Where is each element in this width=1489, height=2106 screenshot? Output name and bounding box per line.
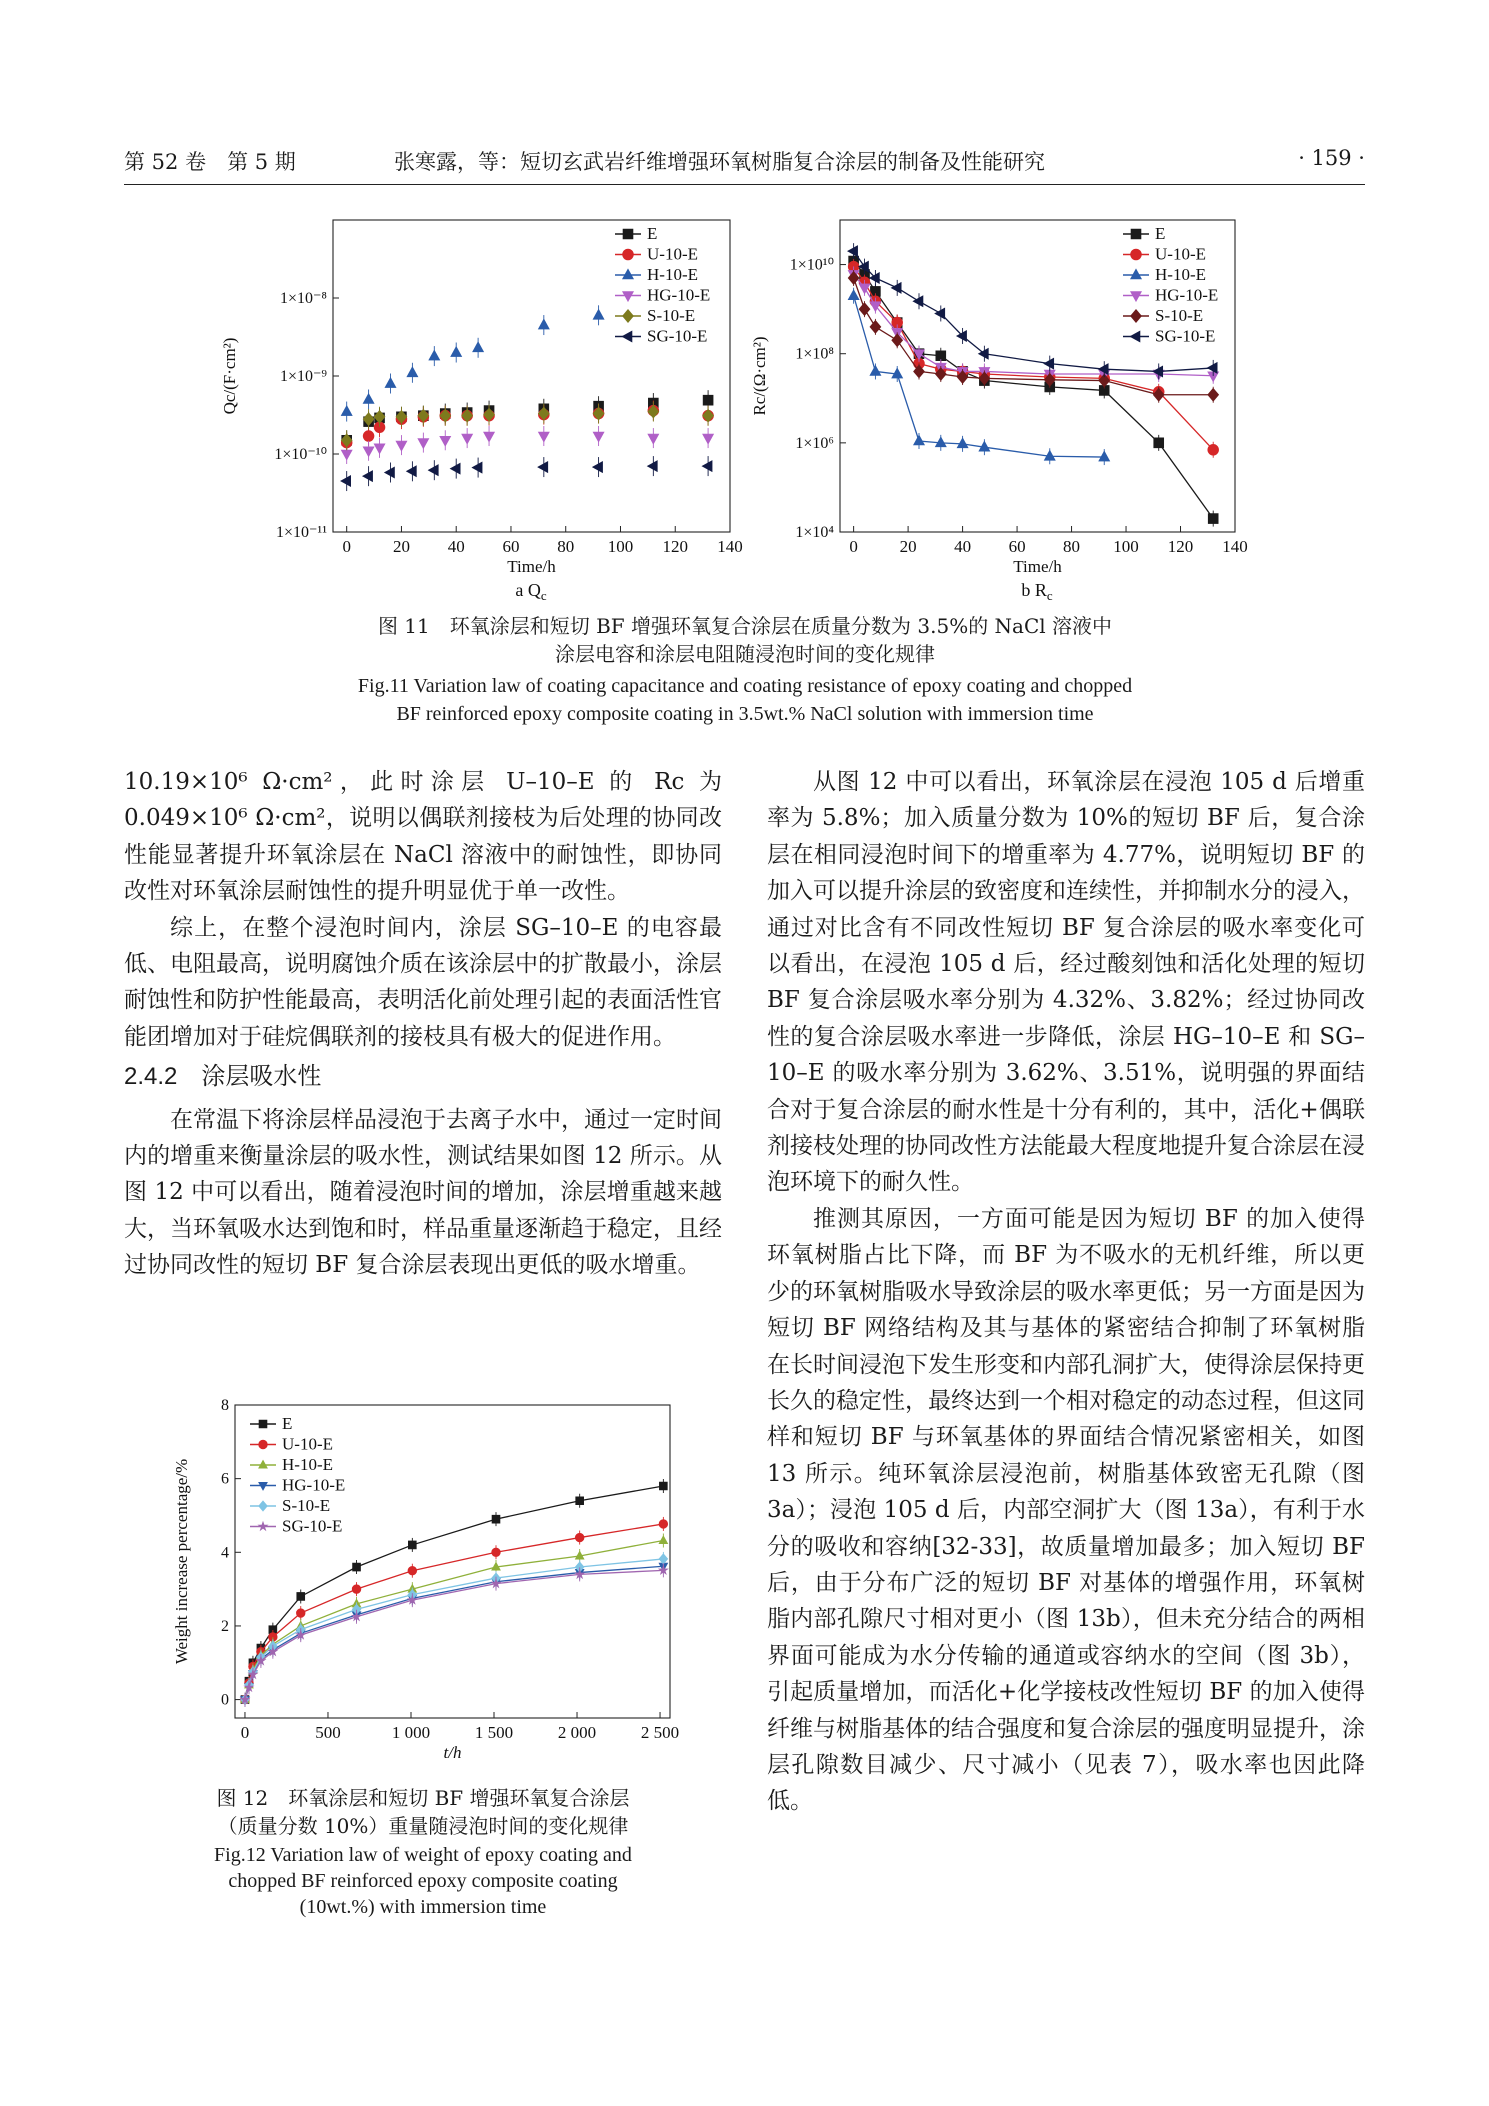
legend-label: S-10-E [282,1496,331,1515]
caption-line: BF reinforced epoxy composite coating in 3.5wt.% NaCl solution with immersion time [396,703,1094,725]
data-point-SG-10-E [538,462,548,473]
x-tick-label: 100 [607,537,634,556]
data-point-HG-10-E [462,434,473,444]
x-tick-label: 80 [1063,537,1081,556]
x-tick-label: 0 [240,1723,250,1742]
legend-marker [258,1522,267,1531]
caption-line: 图 12 环氧涂层和短切 BF 增强环氧复合涂层 [216,1786,630,1810]
data-point-H-10-E [593,309,604,319]
data-point-U-10-E [363,431,374,442]
x-axis-label: Time/h [507,557,556,576]
data-point-SG-10-E [428,465,438,476]
data-point-SG-10-E [935,308,945,319]
y-axis-label: Weight increase percentage/% [172,1458,191,1665]
caption-line: （质量分数 10%）重量随浸泡时间的变化规律 [217,1814,629,1838]
data-point-SG-10-E [702,461,712,472]
running-title: 张寒露，等：短切玄武岩纤维增强环氧树脂复合涂层的制备及性能研究 [394,150,1045,174]
legend-marker [259,1440,267,1448]
data-point-HG-10-E [418,439,429,449]
legend-label: S-10-E [647,306,696,325]
x-tick-label: 40 [447,537,465,556]
legend-label: H-10-E [1155,265,1206,284]
data-point-H-10-E [407,367,418,377]
x-tick-label: 40 [954,537,972,556]
data-point-HG-10-E [484,432,495,442]
x-tick-label: 100 [1113,537,1139,556]
legend-marker [623,310,634,323]
data-point-E [1208,514,1218,524]
legend-marker [259,1420,267,1428]
y-tick-label: 6 [221,1470,229,1488]
legend-marker [623,269,634,279]
data-point-H-10-E [429,350,440,360]
legend-marker [1131,229,1141,239]
legend-label: E [1155,224,1166,243]
legend-marker [1131,249,1142,260]
y-axis-label: Rc/(Ω·cm²) [750,336,769,416]
figure-11-caption-zh [150,612,1340,668]
data-point-S-10-E [859,303,870,316]
x-tick-label: 0 [849,537,858,556]
data-point-SG-10-E [363,471,373,482]
y-tick-label: 1×10⁸ [795,345,834,363]
legend-label: U-10-E [282,1434,333,1454]
data-point-S-10-E [659,1554,668,1564]
data-point-SG-10-E [593,462,603,473]
data-point-HG-10-E [593,432,604,442]
data-point-SG-10-E [647,461,657,472]
legend-label: E [282,1414,293,1433]
data-point-SG-10-E [472,462,482,473]
x-tick-label: 120 [1167,537,1194,556]
figure-12-caption-zh [124,1784,722,1840]
data-point-H-10-E [473,342,484,352]
caption-line: 涂层电容和涂层电阻随浸泡时间的变化规律 [555,642,935,666]
data-point-HG-10-E [538,432,549,442]
data-point-H-10-E [538,319,549,329]
legend-marker [259,1482,268,1490]
right-column [767,764,1365,1820]
data-point-S-10-E [870,320,881,333]
legend-marker [623,292,634,302]
data-point-H-10-E [451,347,462,357]
x-axis-label: Time/h [1013,557,1062,576]
journal-volume-issue: 第 52 卷 第 5 期 [124,150,296,174]
legend-label: H-10-E [282,1455,333,1474]
data-point-HG-10-E [396,441,407,451]
y-tick-label: 1×10⁻¹⁰ [274,446,327,463]
data-point-E [353,1563,361,1571]
caption-line: (10wt.%) with immersion time [299,1896,547,1918]
x-tick-label: 120 [662,537,688,556]
data-point-U-10-E [297,1609,305,1617]
x-tick-label: 1 500 [474,1723,514,1742]
data-point-HG-10-E [703,434,714,444]
data-point-HG-10-E [440,436,451,446]
paragraph: 10.19×10⁶ Ω·cm²，此时涂层 U–10–E 的 Rc 为 0.049×10⁶ Ω·cm²，说明以偶联剂接枝为后处理的协同改性能显著提升环氧涂层在 NaCl 溶液中的耐蚀性，即协同改性对环氧涂层耐蚀性的提升明显优于单一改性。 [124,769,722,905]
data-point-HG-10-E [341,450,352,460]
data-point-E [703,395,713,405]
legend-marker [623,249,634,260]
y-tick-label: 8 [221,1397,229,1414]
figure-11-caption-en [150,672,1340,728]
data-point-U-10-E [1208,445,1219,456]
data-point-SG-10-E [1044,358,1054,369]
data-point-E [297,1592,305,1600]
figure-12-caption-en [124,1842,722,1920]
figure-11a [215,212,745,605]
data-point-HG-10-E [374,444,385,454]
y-tick-label: 2 [221,1617,229,1635]
data-point-U-10-E [575,1533,583,1541]
series-line-S-10-E [245,1559,663,1700]
caption-line: Fig.11 Variation law of coating capacitance and coating resistance of epoxy coating and chopped [357,675,1133,697]
data-point-U-10-E [492,1548,500,1556]
data-point-S-10-E [703,409,714,422]
data-point-HG-10-E [363,447,374,457]
series-line-U-10-E [245,1524,663,1700]
subfigure-label: a $Q_c$ [515,580,547,603]
legend-label: U-10-E [1155,244,1206,264]
chart-rc [745,212,1275,605]
subfigure-label: b $R_c$ [1021,580,1053,603]
page-number: · 159 · [1298,146,1365,170]
figure-12 [165,1380,685,1778]
legend-marker [259,1501,268,1511]
x-tick-label: 140 [717,537,743,556]
y-tick-label: 1×10⁶ [795,434,834,452]
data-point-S-10-E [1208,388,1219,401]
legend-label: U-10-E [647,244,698,264]
paragraph: 在常温下将涂层样品浸泡于去离子水中，通过一定时间内的增重来衡量涂层的吸水性，测试结果如图 12 所示。从图 12 中可以看出，随着浸泡时间的增加，涂层增重越来越大，当环氧吸水达到饱和时，样品重量逐渐趋于稳定，且经过协同改性的短切 BF 复合涂层表现出更低的吸水增重。 [124,1106,722,1279]
data-point-SG-10-E [384,467,394,478]
caption-line: 图 11 环氧涂层和短切 BF 增强环氧复合涂层在质量分数为 3.5%的 NaCl 溶液中 [377,614,1113,638]
legend-label: H-10-E [647,265,698,284]
data-point-SG-10-E [341,476,351,487]
x-tick-label: 20 [899,537,917,556]
data-point-E [408,1541,416,1549]
chart-qc [215,212,745,605]
data-point-HG-10-E [648,434,659,444]
caption-line: Fig.12 Variation law of weight of epoxy coating and [214,1844,632,1866]
caption-line: chopped BF reinforced epoxy composite coating [228,1870,618,1892]
legend-label: S-10-E [1155,306,1204,325]
data-point-H-10-E [1099,451,1110,461]
data-point-H-10-E [914,435,925,445]
x-tick-label: 1 000 [391,1723,431,1742]
chart-weight [165,1380,685,1778]
y-tick-label: 1×10⁻¹¹ [275,524,327,541]
legend-marker [1131,269,1142,279]
x-axis-label: t/h [443,1743,462,1762]
data-point-H-10-E [957,438,968,448]
data-point-H-10-E [341,406,352,416]
y-tick-label: 1×10⁴ [795,524,834,541]
legend-label: SG-10-E [1155,326,1216,346]
data-point-U-10-E [659,1520,667,1528]
y-tick-label: 1×10⁻⁸ [279,290,327,307]
legend-label: HG-10-E [647,285,711,305]
legend-marker [622,331,632,342]
data-point-SG-10-E [891,282,901,293]
data-point-SG-10-E [913,296,923,307]
x-tick-label: 2 500 [640,1723,680,1742]
x-tick-label: 140 [1222,537,1248,556]
legend-marker [623,229,633,239]
legend-label: SG-10-E [282,1516,343,1536]
legend-marker [259,1460,268,1468]
data-point-SG-10-E [848,246,858,257]
left-column [124,764,722,1284]
x-tick-label: 80 [557,537,575,556]
y-tick-label: 0 [221,1691,229,1709]
legend-marker [1131,310,1142,323]
y-tick-label: 1×10⁻⁹ [279,368,327,385]
x-tick-label: 60 [502,537,520,556]
y-axis-label: Qc/(F·cm²) [220,337,239,415]
data-point-E [576,1497,584,1505]
legend-marker [1130,331,1140,342]
data-point-H-10-E [363,393,374,403]
data-point-E [492,1515,500,1523]
legend-label: E [647,224,658,243]
y-tick-label: 1×10¹⁰ [789,256,834,274]
legend-marker [1131,292,1142,302]
data-point-SG-10-E [450,463,460,474]
data-point-U-10-E [352,1585,360,1593]
data-point-E [659,1482,667,1490]
x-tick-label: 20 [392,537,410,556]
figure-11b [745,212,1275,605]
data-point-H-10-E [659,1536,668,1544]
data-point-H-10-E [935,437,946,447]
data-point-H-10-E [870,365,881,375]
legend-label: HG-10-E [282,1475,346,1495]
data-point-SG-10-E [406,466,416,477]
legend-label: SG-10-E [647,326,708,346]
legend-label: HG-10-E [1155,285,1219,305]
data-point-H-10-E [385,378,396,388]
paragraph: 从图 12 中可以看出，环氧涂层在浸泡 105 d 后增重率为 5.8%；加入质量分数为 10%的短切 BF 后，复合涂层在相同浸泡时间下的增重率为 4.77%，说明短切 BF 的加入可以提升涂层的致密度和连续性，并抑制水分的浸入，通过对比含有不同改性短切 BF 复合涂层的吸水率变化可以看出，在浸泡 105 d 后，经过酸刻蚀和活化处理的短切 BF 复合涂层吸水率分别为 4.32%、3.82%；经过协同改性的复合涂层吸水率进一步降低，涂层 HG–10–E 和 SG–10–E 的吸水率分别为 3.62%、3.51%，说明强的界面结合对于复合涂层的耐水性是十分有利的，其中，活化+偶联剂接枝处理的协同改性方法能最大程度地提升复合涂层在浸泡环境下的耐久性。 [767,769,1365,1196]
paragraph: 推测其原因，一方面可能是因为短切 BF 的加入使得环氧树脂占比下降，而 BF 为不吸水的无机纤维，所以更少的环氧树脂吸水导致涂层的吸水率更低；另一方面是因为短切 BF 网络结构及其与基体的紧密结合抑制了环氧树脂在长时间浸泡下发生形变和内部孔洞扩大，使得涂层保持更长久的稳定性，最终达到一个相对稳定的动态过程，但这同样和短切 BF 与环氧基体的界面结合情况紧密相关，如图 13 所示。纯环氧涂层浸泡前，树脂基体致密无孔隙（图 3a）；浸泡 105 d 后，内部空洞扩大（图 13a），有利于水分的吸收和容纳[32-33]，故质量增加最多；加入短切 BF 后，由于分布广泛的短切 BF 对基体的增强作用，环氧树脂内部孔隙尺寸相对更小（图 13b），但未充分结合的两相界面可能成为水分传输的通道或容纳水的空间（图 3b），引起质量增加，而活化+化学接枝改性短切 BF 的加入使得纤维与树脂基体的结合强度和复合涂层的强度明显提升，涂层孔隙数目减少、尺寸减小（见表 7），吸水率也因此降低。 [767,1205,1365,1815]
x-tick-label: 0 [342,537,351,556]
paragraph: 综上，在整个浸泡时间内，涂层 SG–10–E 的电容最低、电阻最高，说明腐蚀介质在该涂层中的扩散最小，涂层耐蚀性和防护性能最高，表明活化前处理引起的表面活性官能团增加对于硅烷偶联剂的接枝具有极大的促进作用。 [124,914,722,1050]
x-tick-label: 2 000 [557,1723,597,1742]
x-tick-label: 500 [315,1723,341,1742]
section-heading: 2.4.2 涂层吸水性 [124,1063,322,1091]
x-tick-label: 60 [1008,537,1026,556]
series-line-H-10-E [854,296,1105,457]
data-point-U-10-E [408,1567,416,1575]
data-point-H-10-E [848,290,859,300]
data-point-E [1154,438,1164,448]
running-header [124,140,1365,185]
y-tick-label: 4 [221,1544,229,1562]
